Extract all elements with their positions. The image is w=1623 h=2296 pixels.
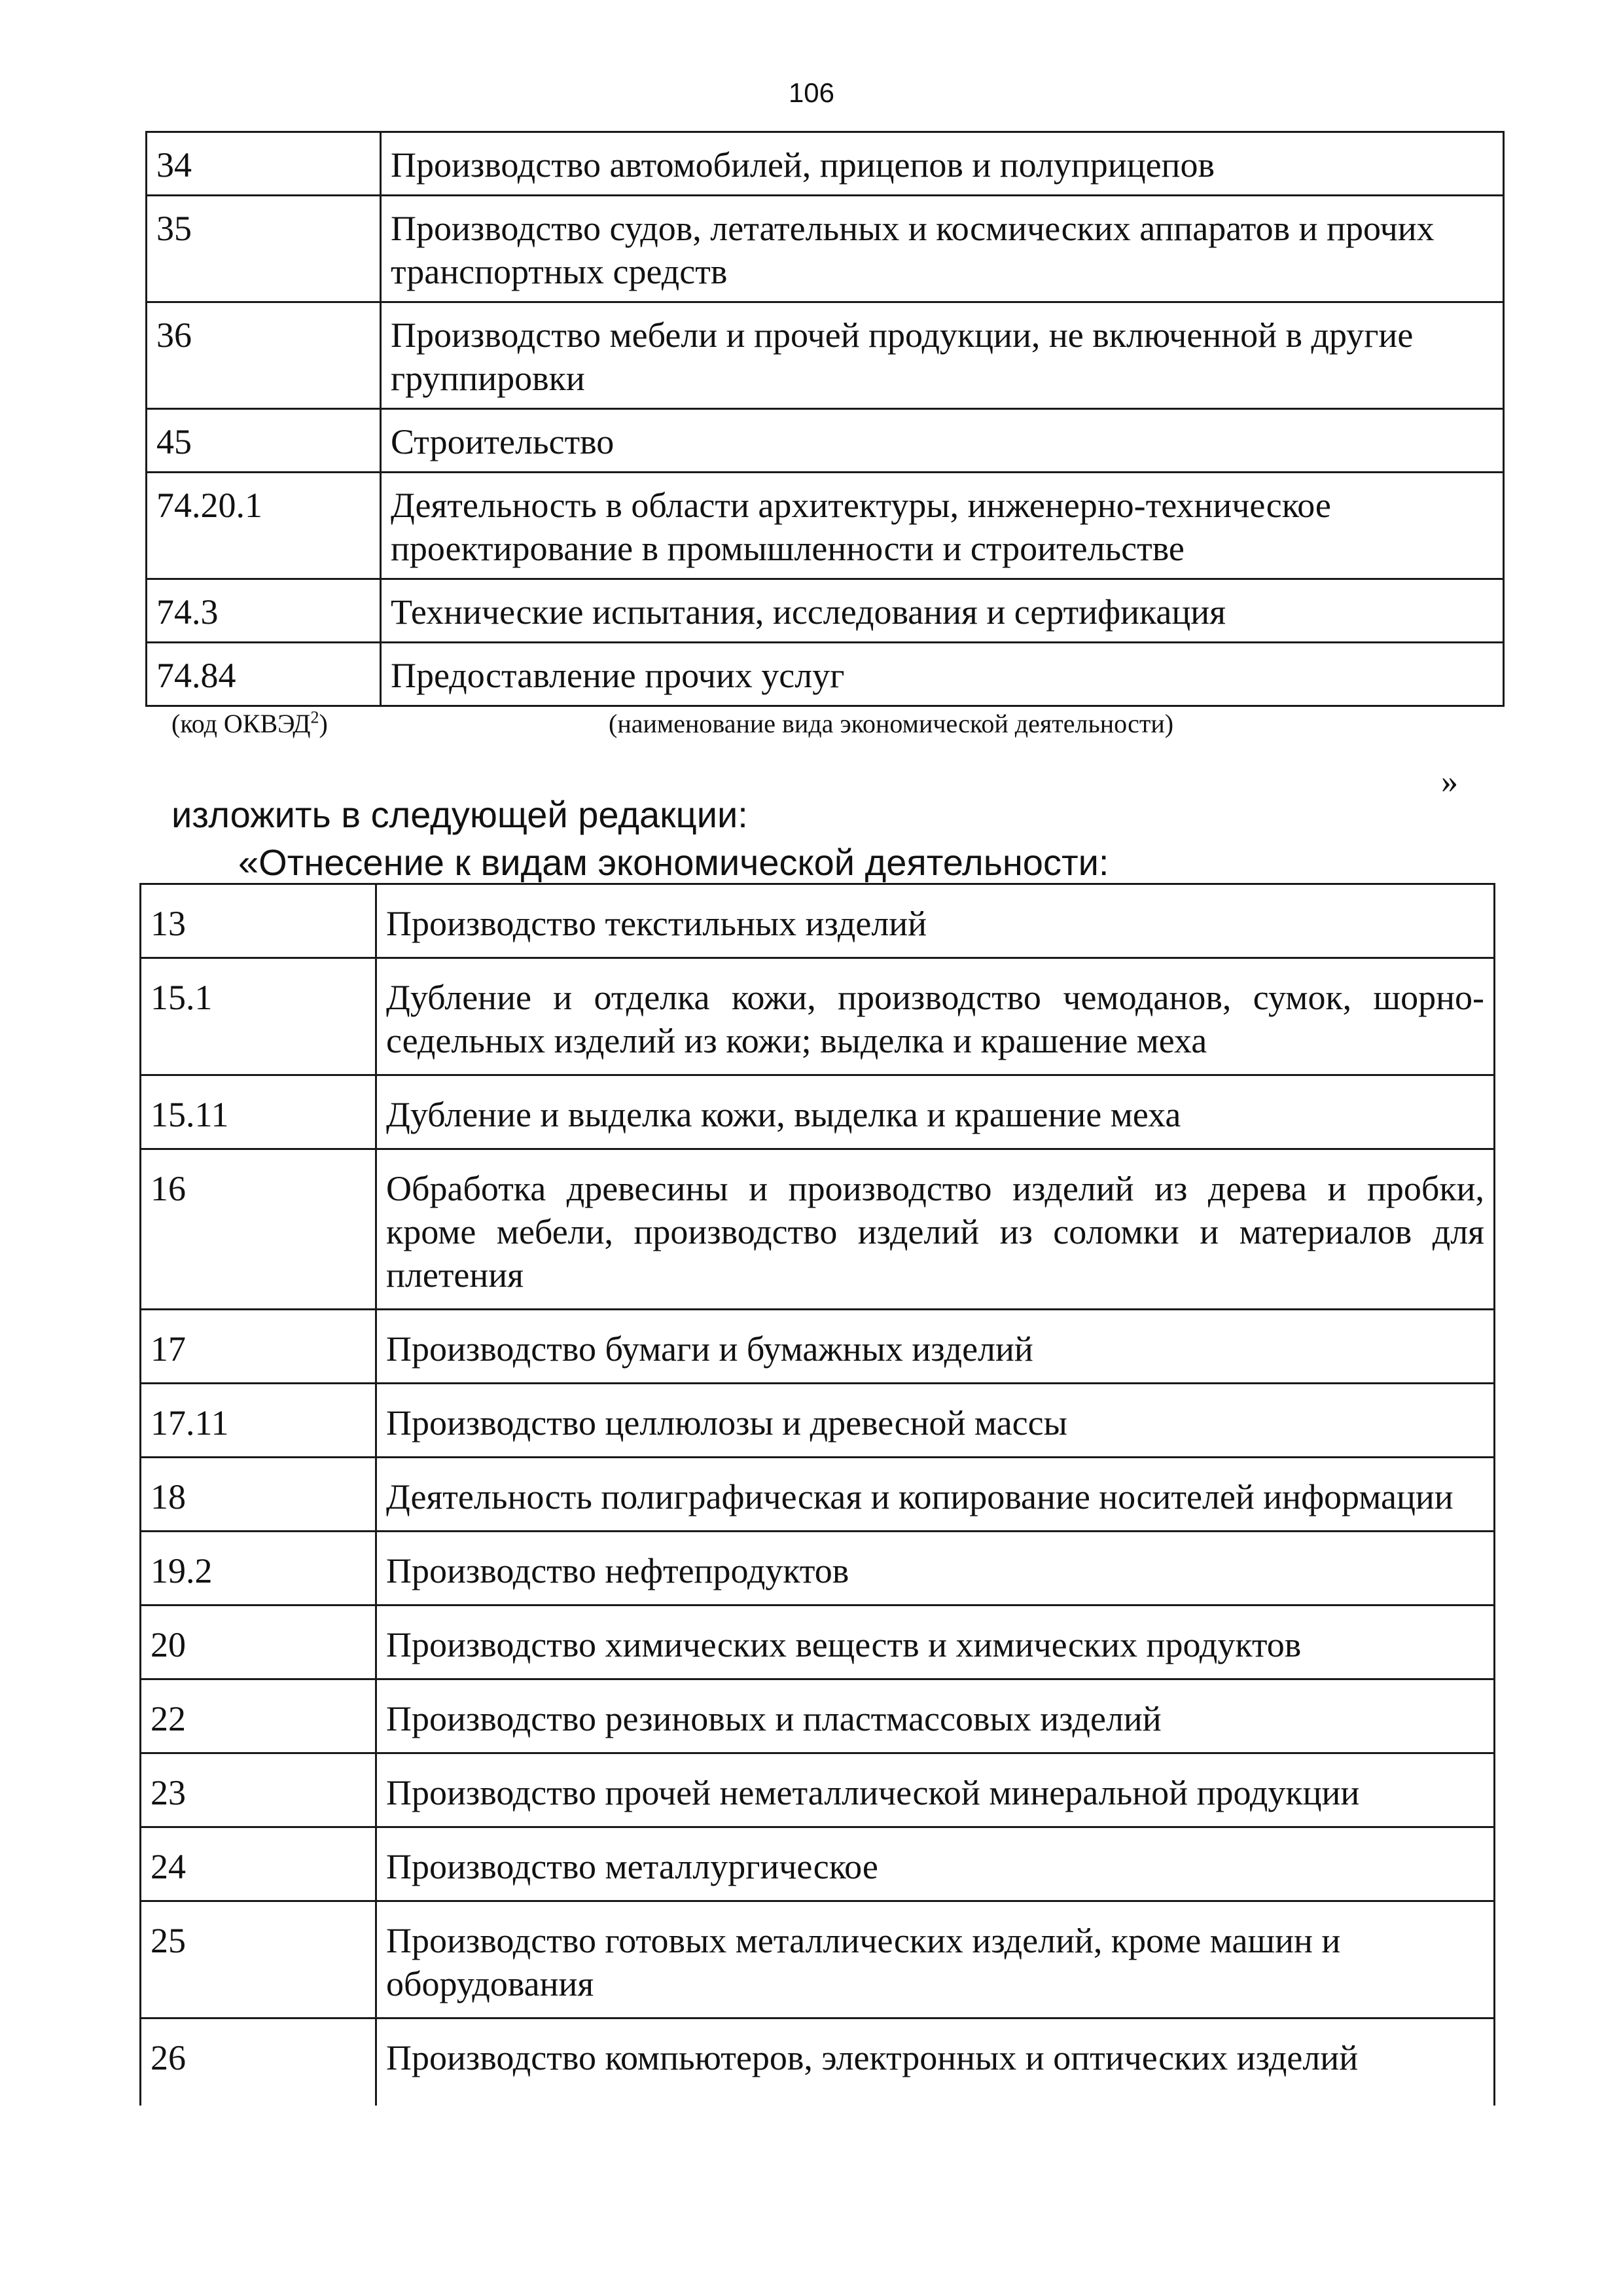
activity-name: Деятельность полиграфическая и копирование носителей информации	[376, 1458, 1495, 1532]
activity-name: Производство мебели и прочей продукции, не включенной в другие группировки	[381, 302, 1504, 409]
okved-code: 74.20.1	[147, 473, 381, 579]
okved-table-new	[139, 883, 1495, 2106]
table-row	[147, 409, 1504, 473]
new-section-heading: «Отнесение к видам экономической деятельности:	[238, 842, 1109, 883]
activity-name: Производство металлургическое	[376, 1827, 1495, 1901]
caption-okved-code	[171, 706, 328, 742]
activity-name: Производство компьютеров, электронных и оптических изделий	[376, 2018, 1495, 2106]
okved-code: 36	[147, 302, 381, 409]
okved-code: 35	[147, 196, 381, 302]
table-row	[141, 2018, 1495, 2106]
activity-name: Предоставление прочих услуг	[381, 643, 1504, 706]
okved-code: 22	[141, 1679, 376, 1753]
activity-name: Производство нефтепродуктов	[376, 1532, 1495, 1605]
table-row	[141, 884, 1495, 958]
activity-name: Производство автомобилей, прицепов и полуприцепов	[381, 132, 1504, 196]
okved-code: 20	[141, 1605, 376, 1679]
caption-okved-code-text: (код ОКВЭД	[171, 709, 311, 738]
okved-code: 74.84	[147, 643, 381, 706]
footnote-mark: 2	[310, 708, 319, 727]
activity-name: Обработка древесины и производство изделий из дерева и пробки, кроме мебели, производство изделий из соломки и материалов для плетения	[376, 1149, 1495, 1310]
okved-code: 13	[141, 884, 376, 958]
activity-name: Технические испытания, исследования и сертификация	[381, 579, 1504, 643]
okved-code: 17	[141, 1310, 376, 1384]
okved-code: 25	[141, 1901, 376, 2018]
okved-code: 45	[147, 409, 381, 473]
table-row	[141, 1149, 1495, 1310]
table-row	[141, 1384, 1495, 1458]
okved-code: 19.2	[141, 1532, 376, 1605]
activity-name: Строительство	[381, 409, 1504, 473]
table-row	[141, 1679, 1495, 1753]
activity-name: Производство готовых металлических изделий, кроме машин и оборудования	[376, 1901, 1495, 2018]
activity-name: Производство судов, летательных и космических аппаратов и прочих транспортных средств	[381, 196, 1504, 302]
okved-code: 34	[147, 132, 381, 196]
okved-code: 74.3	[147, 579, 381, 643]
okved-table-current	[145, 131, 1505, 707]
table-row	[147, 579, 1504, 643]
activity-name: Деятельность в области архитектуры, инженерно-техническое проектирование в промышленности и строительстве	[381, 473, 1504, 579]
okved-code: 24	[141, 1827, 376, 1901]
okved-code: 15.11	[141, 1075, 376, 1149]
okved-code: 16	[141, 1149, 376, 1310]
activity-name: Производство целлюлозы и древесной массы	[376, 1384, 1495, 1458]
amendment-text: изложить в следующей редакции:	[171, 794, 748, 835]
okved-code: 17.11	[141, 1384, 376, 1458]
okved-code: 18	[141, 1458, 376, 1532]
table-row	[141, 1901, 1495, 2018]
table-row	[141, 1605, 1495, 1679]
table-row	[147, 132, 1504, 196]
table-row	[147, 473, 1504, 579]
okved-code: 26	[141, 2018, 376, 2106]
activity-name: Дубление и отделка кожи, производство чемоданов, сумок, шорно-седельных изделий из кожи; выделка и крашение меха	[376, 958, 1495, 1075]
activity-name: Производство бумаги и бумажных изделий	[376, 1310, 1495, 1384]
table-row	[141, 1827, 1495, 1901]
table-row	[147, 196, 1504, 302]
activity-name: Производство прочей неметаллической минеральной продукции	[376, 1753, 1495, 1827]
table-row	[141, 958, 1495, 1075]
activity-name: Производство текстильных изделий	[376, 884, 1495, 958]
table-row	[141, 1310, 1495, 1384]
table-row	[141, 1532, 1495, 1605]
page-number: 106	[788, 77, 835, 108]
activity-name: Производство химических веществ и химических продуктов	[376, 1605, 1495, 1679]
table-row	[147, 643, 1504, 706]
table-row	[141, 1753, 1495, 1827]
activity-name: Производство резиновых и пластмассовых изделий	[376, 1679, 1495, 1753]
okved-code: 15.1	[141, 958, 376, 1075]
table-row	[141, 1458, 1495, 1532]
okved-code: 23	[141, 1753, 376, 1827]
table-row	[147, 302, 1504, 409]
closing-quote: »	[1441, 763, 1458, 800]
table-row	[141, 1075, 1495, 1149]
activity-name: Дубление и выделка кожи, выделка и крашение меха	[376, 1075, 1495, 1149]
caption-activity-name: (наименование вида экономической деятельности)	[609, 709, 1174, 738]
caption-okved-code-close: )	[319, 709, 328, 738]
